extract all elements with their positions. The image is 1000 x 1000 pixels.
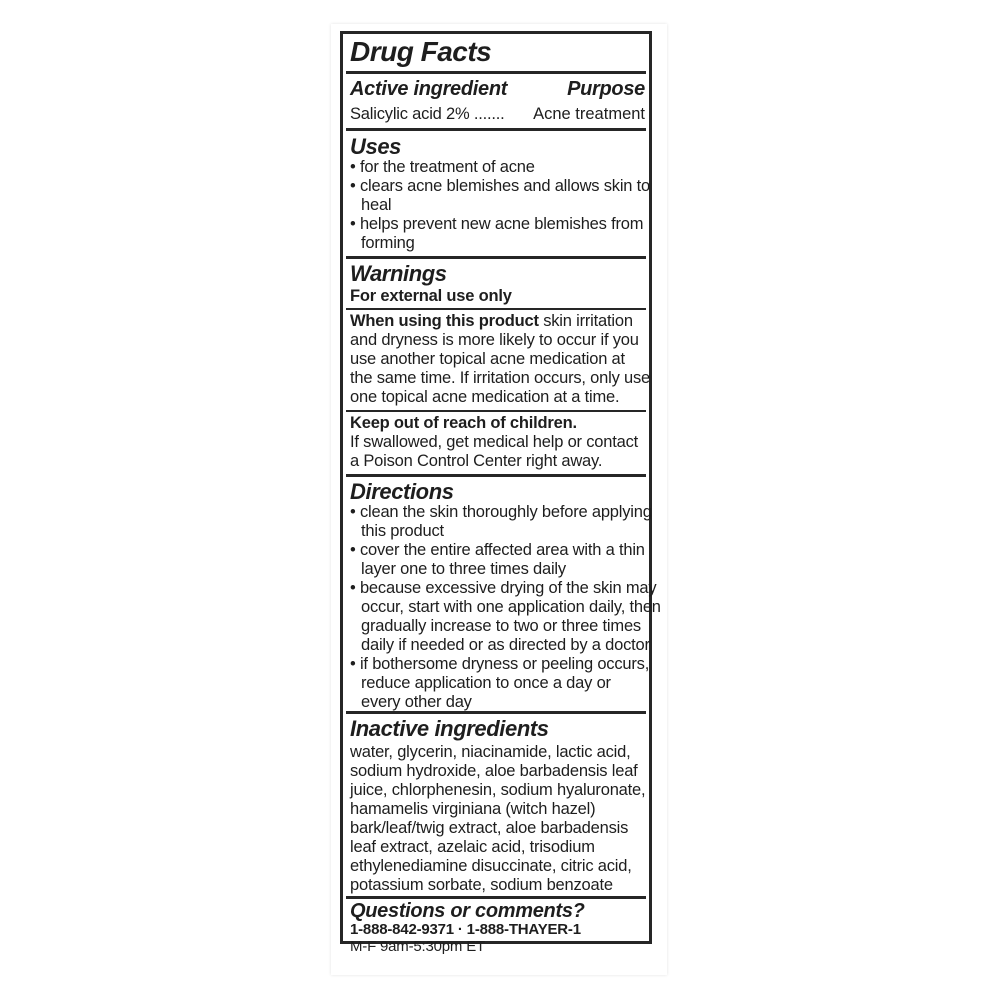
directions-line: occur, start with one application daily, then bbox=[361, 598, 661, 616]
when-using-line: one topical acne medication at a time. bbox=[350, 388, 620, 406]
inactive-line: ethylenediamine disuccinate, citric acid, bbox=[350, 857, 632, 875]
uses-divider bbox=[346, 256, 646, 259]
inactive-heading: Inactive ingredients bbox=[350, 716, 549, 741]
active-ingredient-row bbox=[350, 105, 505, 124]
directions-line: every other day bbox=[361, 693, 472, 711]
inactive-line: hamamelis virginiana (witch hazel) bbox=[350, 800, 596, 818]
uses-line: heal bbox=[361, 196, 392, 214]
keep-out-line: a Poison Control Center right away. bbox=[350, 452, 603, 470]
title-divider bbox=[346, 71, 646, 74]
active-ingredient-heading: Active ingredient bbox=[350, 78, 508, 100]
leader-dots: ....... bbox=[473, 105, 505, 123]
keep-out-line: If swallowed, get medical help or contact bbox=[350, 433, 639, 451]
directions-heading: Directions bbox=[350, 479, 454, 504]
directions-line: • if bothersome dryness or peeling occurs, bbox=[350, 655, 650, 673]
inactive-line: potassium sorbate, sodium benzoate bbox=[350, 876, 613, 894]
active-ingredient-purpose: Acne treatment bbox=[533, 105, 645, 123]
questions-phone: 1-888-842-9371 · 1-888-THAYER-1 bbox=[350, 921, 581, 938]
inactive-divider bbox=[346, 896, 646, 899]
active-ingredient-name: Salicylic acid 2% bbox=[350, 105, 470, 123]
directions-line: • because excessive drying of the skin may bbox=[350, 579, 657, 597]
uses-heading: Uses bbox=[350, 134, 401, 159]
warnings-subdivider bbox=[346, 308, 646, 310]
directions-line: daily if needed or as directed by a doctor bbox=[361, 636, 650, 654]
inactive-line: water, glycerin, niacinamide, lactic acid, bbox=[350, 743, 631, 761]
purpose-heading: Purpose bbox=[567, 78, 645, 100]
directions-divider bbox=[346, 711, 646, 714]
warnings-subdivider bbox=[346, 410, 646, 412]
directions-line: • clean the skin thoroughly before applying bbox=[350, 503, 652, 521]
keep-out-of-reach: Keep out of reach of children. bbox=[350, 414, 577, 432]
directions-line: gradually increase to two or three times bbox=[361, 617, 641, 635]
when-using-bold: When using this product bbox=[350, 312, 539, 330]
warnings-heading: Warnings bbox=[350, 261, 447, 286]
directions-line: reduce application to once a day or bbox=[361, 674, 611, 692]
uses-line: • for the treatment of acne bbox=[350, 158, 535, 176]
questions-heading: Questions or comments? bbox=[350, 900, 585, 922]
inactive-line: juice, chlorphenesin, sodium hyaluronate, bbox=[350, 781, 646, 799]
questions-hours: M-F 9am-5:30pm ET bbox=[350, 938, 485, 955]
uses-line: • clears acne blemishes and allows skin to bbox=[350, 177, 651, 195]
drug-facts-title: Drug Facts bbox=[350, 36, 492, 67]
directions-line: • cover the entire affected area with a thin bbox=[350, 541, 645, 559]
when-using-text: skin irritation bbox=[538, 312, 633, 330]
inactive-line: leaf extract, azelaic acid, trisodium bbox=[350, 838, 595, 856]
drug-facts-panel bbox=[340, 31, 661, 955]
when-using-line bbox=[350, 312, 633, 331]
when-using-line: use another topical acne medication at bbox=[350, 350, 625, 368]
external-use-text: For external use only bbox=[350, 287, 512, 305]
uses-line: • helps prevent new acne blemishes from bbox=[350, 215, 644, 233]
directions-line: layer one to three times daily bbox=[361, 560, 566, 578]
when-using-line: the same time. If irritation occurs, only use bbox=[350, 369, 651, 387]
active-divider bbox=[346, 128, 646, 131]
inactive-line: sodium hydroxide, aloe barbadensis leaf bbox=[350, 762, 638, 780]
directions-line: this product bbox=[361, 522, 444, 540]
inactive-line: bark/leaf/twig extract, aloe barbadensis bbox=[350, 819, 629, 837]
uses-line: forming bbox=[361, 234, 415, 252]
warnings-divider bbox=[346, 474, 646, 477]
when-using-line: and dryness is more likely to occur if you bbox=[350, 331, 639, 349]
